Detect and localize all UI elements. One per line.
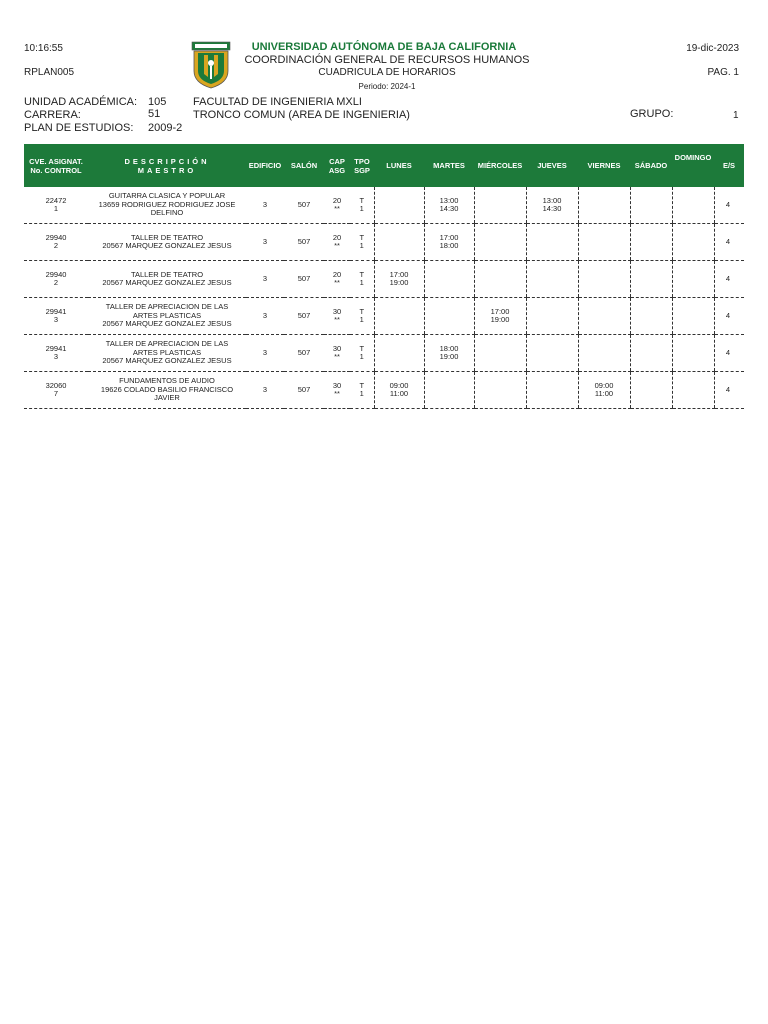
martes-start-time: 13:00 — [439, 195, 459, 205]
edificio-value: 3 — [262, 199, 268, 209]
tpo-cell — [350, 298, 374, 335]
sgp-value: 1 — [359, 315, 364, 324]
miercoles-cell — [474, 372, 526, 409]
header-salon: SALÓN — [284, 144, 324, 187]
lunes-cell — [374, 335, 424, 372]
table-row — [24, 224, 744, 261]
viernes-cell — [578, 298, 630, 335]
descripcion-line: TALLER DE TEATRO — [130, 269, 204, 279]
table-row — [24, 187, 744, 224]
salon-value: 507 — [297, 384, 311, 394]
tpo-cell — [350, 261, 374, 298]
salon-cell — [284, 187, 324, 224]
jueves-end-time: 14:30 — [542, 204, 562, 213]
no-control: 7 — [53, 389, 59, 398]
header-edificio: EDIFICIO — [246, 144, 284, 187]
cve-cell — [24, 224, 88, 261]
asg-value: ** — [334, 204, 340, 213]
domingo-cell — [672, 335, 714, 372]
martes-end-time: 18:00 — [439, 241, 459, 250]
table-row — [24, 261, 744, 298]
descripcion-line: TALLER DE TEATRO — [130, 232, 204, 242]
salon-cell — [284, 261, 324, 298]
domingo-cell — [672, 298, 714, 335]
descripcion-line: DELFINO — [150, 208, 184, 218]
sabado-cell — [630, 261, 672, 298]
grupo-label: GRUPO: — [630, 108, 674, 120]
descripcion-cell — [88, 372, 246, 409]
edificio-cell — [246, 224, 284, 261]
descripcion-cell — [88, 224, 246, 261]
salon-cell — [284, 298, 324, 335]
sabado-cell — [630, 372, 672, 409]
descripcion-line: 20567 MARQUEZ GONZALEZ JESUS — [102, 278, 232, 287]
header-tpo: TPO SGP — [350, 144, 374, 187]
edificio-cell — [246, 372, 284, 409]
cve-cell — [24, 298, 88, 335]
viernes-cell — [578, 224, 630, 261]
es-cell — [714, 224, 744, 261]
viernes-end-time: 11:00 — [594, 389, 614, 398]
es-cell — [714, 372, 744, 409]
martes-cell — [424, 261, 474, 298]
unidad-label: UNIDAD ACADÉMICA: — [24, 96, 138, 108]
es-value: 4 — [725, 384, 730, 394]
cve-asignatura: 22472 — [45, 195, 67, 205]
domingo-cell — [672, 261, 714, 298]
cve-cell — [24, 335, 88, 372]
cve-cell — [24, 261, 88, 298]
sgp-value: 1 — [359, 204, 364, 213]
salon-value: 507 — [297, 199, 311, 209]
miercoles-cell — [474, 261, 526, 298]
carrera-label: CARRERA: — [24, 109, 81, 121]
unidad-code: 105 — [148, 96, 167, 108]
jueves-cell — [526, 372, 578, 409]
tpo-value: T — [359, 195, 365, 205]
descripcion-line: 19626 COLADO BASILIO FRANCISCO — [100, 384, 234, 394]
cap-value: 20 — [332, 195, 342, 205]
header-miercoles: MIÉRCOLES — [474, 144, 526, 187]
university-title: UNIVERSIDAD AUTÓNOMA DE BAJA CALIFORNIA — [251, 41, 517, 53]
domingo-cell — [672, 187, 714, 224]
descripcion-cell — [88, 298, 246, 335]
header-cap: CAP ASG — [324, 144, 350, 187]
no-control: 1 — [53, 204, 59, 213]
asg-value: ** — [334, 389, 340, 398]
lunes-cell — [374, 261, 424, 298]
sgp-value: 1 — [359, 389, 364, 398]
coordination-title: COORDINACIÓN GENERAL DE RECURSOS HUMANOS — [244, 54, 530, 66]
cve-asignatura: 29941 — [45, 306, 67, 316]
cap-value: 30 — [332, 343, 342, 353]
edificio-cell — [246, 335, 284, 372]
es-cell — [714, 261, 744, 298]
sgp-value: 1 — [359, 352, 364, 361]
viernes-start-time: 09:00 — [594, 380, 614, 390]
lunes-cell — [374, 224, 424, 261]
es-cell — [714, 298, 744, 335]
cap-cell — [324, 335, 350, 372]
asg-value: ** — [334, 315, 340, 324]
descripcion-line: 20567 MARQUEZ GONZALEZ JESUS — [102, 241, 232, 250]
tpo-cell — [350, 335, 374, 372]
header-sabado: SÁBADO — [630, 144, 672, 187]
carrera-name: TRONCO COMUN (AREA DE INGENIERIA) — [193, 109, 410, 121]
header-es: E/S — [714, 144, 744, 187]
header-lunes: LUNES — [374, 144, 424, 187]
descripcion-line: GUITARRA CLASICA Y POPULAR — [108, 191, 226, 201]
lunes-start-time: 09:00 — [389, 380, 409, 390]
lunes-end-time: 11:00 — [389, 389, 409, 398]
salon-value: 507 — [297, 310, 311, 320]
sabado-cell — [630, 335, 672, 372]
descripcion-cell — [88, 261, 246, 298]
edificio-value: 3 — [262, 310, 268, 320]
salon-value: 507 — [297, 347, 311, 357]
jueves-cell — [526, 187, 578, 224]
table-row — [24, 335, 744, 372]
carrera-code: 51 — [148, 108, 161, 120]
cve-asignatura: 32060 — [45, 380, 67, 390]
cap-value: 30 — [332, 306, 342, 316]
grupo-value: 1 — [733, 110, 739, 121]
table-header-row — [24, 144, 744, 187]
viernes-cell — [578, 187, 630, 224]
descripcion-line: ARTES PLASTICAS — [132, 347, 202, 357]
report-date: 19-dic-2023 — [686, 43, 739, 54]
es-cell — [714, 187, 744, 224]
descripcion-line: 20567 MARQUEZ GONZALEZ JESUS — [102, 319, 232, 329]
header-domingo: DOMINGO — [672, 144, 714, 187]
edificio-cell — [246, 298, 284, 335]
miercoles-start-time: 17:00 — [490, 306, 510, 316]
tpo-cell — [350, 187, 374, 224]
miercoles-cell — [474, 224, 526, 261]
table-row — [24, 372, 744, 409]
martes-cell — [424, 298, 474, 335]
es-value: 4 — [725, 236, 730, 246]
es-value: 4 — [725, 347, 730, 357]
miercoles-end-time: 19:00 — [490, 315, 510, 324]
page-number: PAG. 1 — [707, 67, 739, 78]
tpo-value: T — [359, 343, 365, 353]
tpo-cell — [350, 224, 374, 261]
lunes-cell — [374, 372, 424, 409]
martes-end-time: 19:00 — [439, 352, 459, 361]
salon-cell — [284, 372, 324, 409]
es-value: 4 — [725, 310, 730, 320]
martes-cell — [424, 335, 474, 372]
table-row — [24, 298, 744, 335]
viernes-cell — [578, 335, 630, 372]
descripcion-line: TALLER DE APRECIACION DE LAS — [105, 302, 229, 312]
period-label: Periodo: 2024-1 — [358, 82, 416, 91]
lunes-end-time: 19:00 — [389, 278, 409, 287]
domingo-cell — [672, 224, 714, 261]
plan-label: PLAN DE ESTUDIOS: — [24, 122, 134, 134]
cve-asignatura: 29941 — [45, 343, 67, 353]
descripcion-cell — [88, 335, 246, 372]
cap-value: 20 — [332, 232, 342, 242]
es-value: 4 — [725, 273, 730, 283]
sgp-value: 1 — [359, 241, 364, 250]
sgp-value: 1 — [359, 278, 364, 287]
cve-cell — [24, 187, 88, 224]
tpo-value: T — [359, 380, 365, 390]
header-viernes: VIERNES — [578, 144, 630, 187]
schedule-table — [24, 144, 744, 409]
report-time: 10:16:55 — [24, 43, 63, 54]
miercoles-cell — [474, 335, 526, 372]
no-control: 3 — [53, 352, 59, 361]
miercoles-cell — [474, 187, 526, 224]
tpo-value: T — [359, 232, 365, 242]
cap-cell — [324, 187, 350, 224]
salon-cell — [284, 224, 324, 261]
asg-value: ** — [334, 352, 340, 361]
tpo-cell — [350, 372, 374, 409]
descripcion-line: JAVIER — [154, 393, 180, 403]
es-value: 4 — [725, 199, 730, 209]
header-jueves: JUEVES — [526, 144, 578, 187]
es-cell — [714, 335, 744, 372]
report-title: CUADRICULA DE HORARIOS — [318, 67, 456, 78]
martes-start-time: 17:00 — [439, 232, 459, 242]
plan-value: 2009-2 — [148, 122, 183, 134]
report-code: RPLAN005 — [24, 67, 75, 78]
salon-value: 507 — [297, 273, 311, 283]
domingo-cell — [672, 372, 714, 409]
salon-value: 507 — [297, 236, 311, 246]
martes-cell — [424, 372, 474, 409]
miercoles-cell — [474, 298, 526, 335]
header-martes: MARTES — [424, 144, 474, 187]
cve-cell — [24, 372, 88, 409]
tpo-value: T — [359, 306, 365, 316]
asg-value: ** — [334, 241, 340, 250]
header-descripcion: DESCRIPCIÓN MAESTRO — [88, 144, 246, 187]
edificio-value: 3 — [262, 347, 268, 357]
cve-asignatura: 29940 — [45, 232, 67, 242]
unidad-name: FACULTAD DE INGENIERIA MXLI — [193, 96, 362, 108]
descripcion-line: 20567 MARQUEZ GONZALEZ JESUS — [102, 356, 232, 366]
martes-end-time: 14:30 — [439, 204, 459, 213]
edificio-value: 3 — [262, 236, 268, 246]
descripcion-cell — [88, 187, 246, 224]
edificio-value: 3 — [262, 273, 268, 283]
salon-cell — [284, 335, 324, 372]
cap-value: 20 — [332, 269, 342, 279]
cap-cell — [324, 298, 350, 335]
cap-cell — [324, 372, 350, 409]
no-control: 2 — [53, 278, 59, 287]
tpo-value: T — [359, 269, 365, 279]
no-control: 2 — [53, 241, 59, 250]
cve-asignatura: 29940 — [45, 269, 67, 279]
jueves-cell — [526, 335, 578, 372]
descripcion-line: TALLER DE APRECIACION DE LAS — [105, 339, 229, 349]
lunes-start-time: 17:00 — [389, 269, 409, 279]
viernes-cell — [578, 261, 630, 298]
descripcion-line: 13659 RODRIGUEZ RODRIGUEZ JOSE — [98, 199, 236, 209]
jueves-cell — [526, 224, 578, 261]
sabado-cell — [630, 187, 672, 224]
cap-cell — [324, 261, 350, 298]
sabado-cell — [630, 298, 672, 335]
edificio-cell — [246, 261, 284, 298]
edificio-cell — [246, 187, 284, 224]
jueves-cell — [526, 298, 578, 335]
martes-cell — [424, 187, 474, 224]
jueves-cell — [526, 261, 578, 298]
lunes-cell — [374, 187, 424, 224]
viernes-cell — [578, 372, 630, 409]
edificio-value: 3 — [262, 384, 268, 394]
cap-cell — [324, 224, 350, 261]
martes-start-time: 18:00 — [439, 343, 459, 353]
schedule-body — [24, 187, 744, 409]
cap-value: 30 — [332, 380, 342, 390]
asg-value: ** — [334, 278, 340, 287]
descripcion-line: FUNDAMENTOS DE AUDIO — [119, 376, 215, 386]
lunes-cell — [374, 298, 424, 335]
descripcion-line: ARTES PLASTICAS — [132, 310, 202, 320]
sabado-cell — [630, 224, 672, 261]
jueves-start-time: 13:00 — [542, 195, 562, 205]
martes-cell — [424, 224, 474, 261]
header-cve: CVE. ASIGNAT. No. CONTROL — [24, 144, 88, 187]
no-control: 3 — [53, 315, 59, 324]
